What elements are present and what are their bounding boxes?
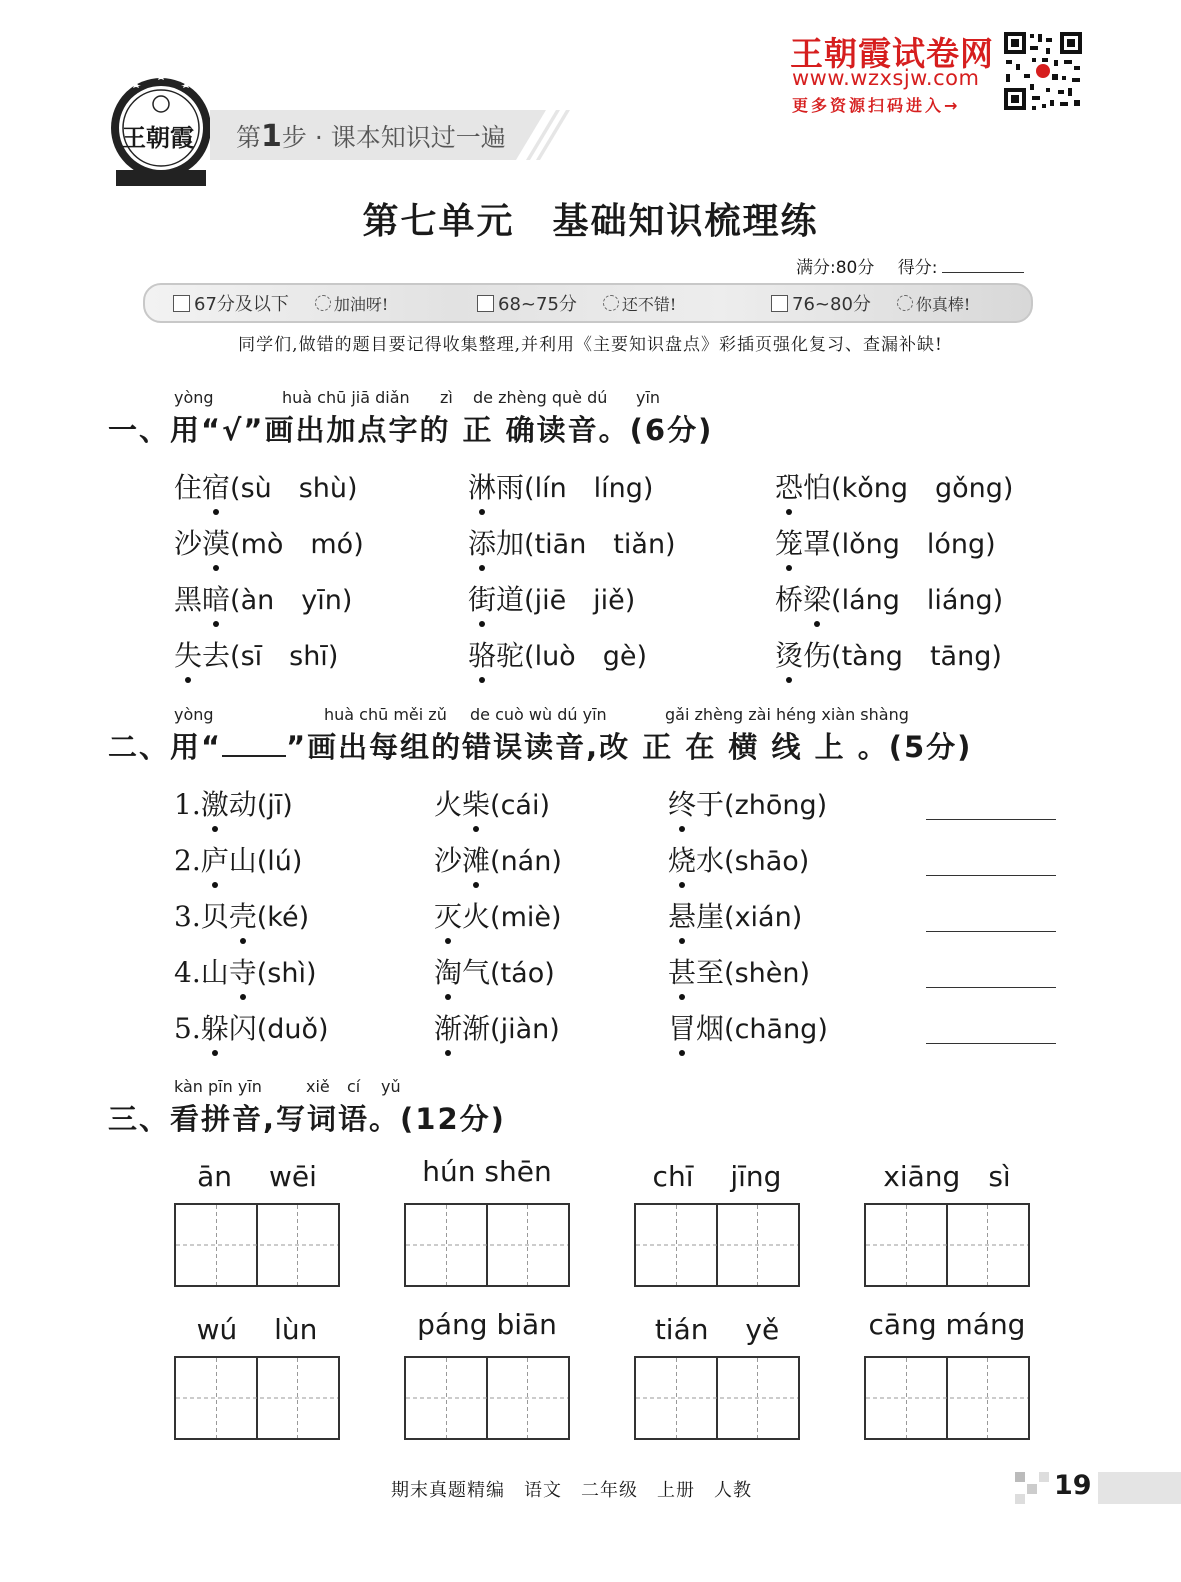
character: 于: [696, 788, 725, 821]
writing-grid[interactable]: [864, 1356, 1030, 1440]
error-item: [668, 951, 810, 991]
pinyin: xiě: [306, 1077, 330, 1096]
error-item: [174, 1007, 329, 1047]
writing-grid[interactable]: [634, 1203, 800, 1287]
pronunciation-item: [174, 578, 352, 618]
pronunciation-item: [775, 466, 1013, 506]
writing-grid[interactable]: [404, 1203, 570, 1287]
question-2-heading: 二、用“ ”画出每组的错误读音,改 正 在 横 线 上 。(5分): [108, 730, 973, 764]
error-item: [434, 1007, 560, 1047]
character: 罩: [803, 527, 832, 560]
error-item: [434, 783, 550, 823]
footer-text: 期末真题精编 语文 二年级 上册 人教: [391, 1480, 752, 1501]
dotted-character: 庐: [201, 839, 229, 879]
word-pinyin: chī jīng: [652, 1160, 782, 1193]
dotted-character: 暗: [202, 578, 230, 618]
dotted-character: 漠: [202, 522, 230, 562]
score-blank[interactable]: [942, 272, 1024, 273]
character: 火: [462, 900, 491, 933]
page-number: 19: [1054, 1470, 1092, 1501]
pinyin-reading[interactable]: (jiàn): [490, 1014, 560, 1045]
character: 至: [696, 956, 725, 989]
character: 气: [462, 956, 491, 989]
pinyin: huà chū jiā diǎn: [282, 388, 410, 407]
pronunciation-item: [775, 578, 1003, 618]
character: 加: [496, 527, 525, 560]
character: 闪: [228, 1012, 257, 1045]
pronunciation-item: [468, 578, 635, 618]
grade-option-1[interactable]: 67分及以下 加油呀!: [173, 290, 388, 316]
full-score: 满分:80分: [796, 258, 875, 278]
pinyin-reading[interactable]: (táo): [490, 958, 555, 989]
answer-line[interactable]: [926, 818, 1056, 820]
word-pinyin: ān wēi: [197, 1160, 317, 1193]
character: 去: [202, 639, 231, 672]
dotted-character: 烧: [668, 839, 696, 879]
pinyin-options[interactable]: (jiē jiě): [524, 585, 636, 616]
dotted-character: 冒: [668, 1007, 696, 1047]
pinyin: huà chū měi zǔ: [324, 705, 447, 724]
pinyin: yòng: [174, 705, 214, 724]
dotted-character: 宿: [202, 466, 230, 506]
error-item: [434, 951, 555, 991]
pinyin-options[interactable]: (sù shù): [230, 473, 358, 504]
question-1-heading: 一、用“√”画出加点字的 正 确读音。(6分): [108, 413, 714, 447]
dotted-character: 街: [468, 578, 496, 618]
dotted-character: 渐: [434, 1007, 462, 1047]
grade-option-2[interactable]: 68~75分 还不错!: [477, 290, 676, 316]
pinyin-reading[interactable]: (chāng): [724, 1014, 828, 1045]
pinyin-reading[interactable]: (jī): [256, 790, 293, 821]
pronunciation-item: [174, 634, 338, 674]
pinyin-options[interactable]: (mò mó): [230, 529, 364, 560]
dotted-character: 梁: [803, 578, 831, 618]
character: 驼: [496, 639, 525, 672]
dotted-character: 寺: [229, 951, 257, 991]
brand-note: 更多资源扫码进入→: [792, 96, 961, 115]
error-item: [668, 783, 827, 823]
logo-text: 王朝霞: [122, 123, 194, 152]
question-3-heading: 三、看拼音,写词语。(12分): [108, 1102, 506, 1136]
character: 道: [496, 583, 525, 616]
pronunciation-item: [174, 466, 358, 506]
character: 山: [228, 844, 257, 877]
pronunciation-item: [468, 466, 653, 506]
error-item: [434, 839, 562, 879]
pinyin-reading[interactable]: (ké): [256, 902, 310, 933]
error-item: [174, 783, 293, 823]
dotted-character: 终: [668, 783, 696, 823]
item-number: 1.: [174, 788, 201, 821]
character: 桥: [775, 583, 804, 616]
score-label: 得分:: [897, 258, 938, 278]
dotted-character: 失: [174, 634, 202, 674]
character: 沙: [434, 844, 463, 877]
pinyin-reading[interactable]: (zhōng): [724, 790, 828, 821]
dotted-character: 淋: [468, 466, 496, 506]
answer-line[interactable]: [926, 930, 1056, 932]
checkbox[interactable]: [477, 295, 494, 312]
error-item: [668, 1007, 828, 1047]
character: 雨: [496, 471, 525, 504]
checkbox[interactable]: [173, 295, 190, 312]
word-pinyin: hún shēn: [422, 1155, 552, 1188]
pronunciation-item: [174, 522, 364, 562]
pinyin-options[interactable]: (àn yīn): [230, 585, 353, 616]
qr-code-icon[interactable]: [1002, 30, 1084, 112]
dotted-character: 笼: [775, 522, 803, 562]
word-pinyin: xiāng sì: [883, 1160, 1011, 1193]
pronunciation-item: [468, 634, 647, 674]
error-item: [174, 839, 302, 879]
pinyin-options[interactable]: (kǒng gǒng): [831, 473, 1014, 504]
dotted-character: 壳: [229, 895, 257, 935]
dotted-character: 烫: [775, 634, 803, 674]
page-decoration: [1015, 1472, 1051, 1508]
dotted-character: 滩: [462, 839, 490, 879]
character: 动: [228, 788, 257, 821]
dotted-character: 悬: [668, 895, 696, 935]
answer-line[interactable]: [926, 1042, 1056, 1044]
pinyin: yīn: [636, 388, 661, 407]
error-item: [434, 895, 562, 935]
word-pinyin: páng biān: [417, 1308, 557, 1341]
answer-line[interactable]: [926, 986, 1056, 988]
pinyin-reading[interactable]: (xián): [724, 902, 803, 933]
character: 烟: [696, 1012, 725, 1045]
brand-title: 王朝霞试卷网: [790, 34, 994, 73]
dotted-character: 柴: [462, 783, 490, 823]
pinyin: de cuò wù dú yīn: [470, 705, 607, 724]
score-area: [796, 253, 1024, 278]
pinyin-reading[interactable]: (cái): [490, 790, 550, 821]
step-label: 第1步 · 课本知识过一遍: [236, 119, 506, 154]
dotted-character: 淘: [434, 951, 462, 991]
word-pinyin: cāng máng: [868, 1308, 1026, 1341]
smile-icon: [315, 295, 331, 311]
item-number: 5.: [174, 1012, 201, 1045]
item-number: 2.: [174, 844, 201, 877]
character: 贝: [200, 900, 229, 933]
character: 渐: [462, 1012, 491, 1045]
pinyin-options[interactable]: (láng liáng): [831, 585, 1004, 616]
word-pinyin: wú lùn: [196, 1313, 318, 1346]
error-item: [174, 951, 317, 991]
error-item: [668, 895, 802, 935]
character: 水: [696, 844, 725, 877]
pinyin-reading[interactable]: (shèn): [724, 958, 811, 989]
character: 火: [434, 788, 463, 821]
dotted-character: 恐: [775, 466, 803, 506]
pinyin: kàn pīn yīn: [174, 1077, 262, 1096]
page-bar: [1098, 1472, 1181, 1504]
writing-grid[interactable]: [174, 1356, 340, 1440]
pinyin: cí: [347, 1077, 361, 1096]
pinyin-options[interactable]: (tàng tāng): [831, 641, 1002, 672]
dotted-character: 骆: [468, 634, 496, 674]
pinyin-reading[interactable]: (shì): [256, 958, 317, 989]
pinyin-options[interactable]: (luò gè): [524, 641, 647, 672]
pinyin-options[interactable]: (lǒng lóng): [831, 529, 996, 560]
smile-icon: [603, 295, 619, 311]
character: 崖: [696, 900, 725, 933]
pinyin-reading[interactable]: (miè): [490, 902, 562, 933]
underline-symbol: [222, 754, 286, 757]
pinyin-reading[interactable]: (lú): [256, 846, 303, 877]
dotted-character: 甚: [668, 951, 696, 991]
character: 山: [200, 956, 229, 989]
pinyin-options[interactable]: (tiān tiǎn): [524, 529, 676, 560]
pinyin: yǔ: [381, 1077, 401, 1096]
pinyin: de zhèng què dú: [473, 388, 608, 407]
pinyin-options[interactable]: (sī shī): [230, 641, 339, 672]
item-number: 3.: [174, 900, 201, 933]
pinyin-options[interactable]: (lín líng): [524, 473, 654, 504]
character: 沙: [174, 527, 203, 560]
pinyin: zì: [440, 388, 453, 407]
pinyin-reading[interactable]: (duǒ): [256, 1014, 329, 1045]
dotted-character: 躲: [201, 1007, 229, 1047]
error-item: [668, 839, 809, 879]
character: 伤: [803, 639, 832, 672]
brand-url[interactable]: www.wzxsjw.com: [792, 66, 980, 90]
step-number: 1: [261, 119, 282, 154]
pinyin-reading[interactable]: (shāo): [724, 846, 810, 877]
item-number: 4.: [174, 956, 201, 989]
grade-option-3[interactable]: 76~80分 你真棒!: [771, 290, 970, 316]
smile-icon: [897, 295, 913, 311]
writing-grid[interactable]: [404, 1356, 570, 1440]
character: 黑: [174, 583, 203, 616]
dotted-character: 灭: [434, 895, 462, 935]
brand-logo: [108, 70, 214, 190]
character: 怕: [803, 471, 832, 504]
writing-grid[interactable]: [634, 1356, 800, 1440]
word-pinyin: tián yě: [654, 1313, 780, 1346]
error-item: [174, 895, 309, 935]
dotted-character: 激: [201, 783, 229, 823]
pinyin-reading[interactable]: (nán): [490, 846, 562, 877]
intro-text: 同学们,做错的题目要记得收集整理,并利用《主要知识盘点》彩插页强化复习、查漏补缺!: [238, 335, 943, 355]
writing-grid[interactable]: [174, 1203, 340, 1287]
dotted-character: 添: [468, 522, 496, 562]
pinyin: yòng: [174, 388, 214, 407]
page-title: 第七单元 基础知识梳理练: [362, 201, 819, 242]
pronunciation-item: [468, 522, 676, 562]
pinyin: gǎi zhèng zài héng xiàn shàng: [665, 705, 909, 724]
answer-line[interactable]: [926, 874, 1056, 876]
writing-grid[interactable]: [864, 1203, 1030, 1287]
pronunciation-item: [775, 522, 996, 562]
character: 住: [174, 471, 203, 504]
checkbox[interactable]: [771, 295, 788, 312]
pronunciation-item: [775, 634, 1002, 674]
